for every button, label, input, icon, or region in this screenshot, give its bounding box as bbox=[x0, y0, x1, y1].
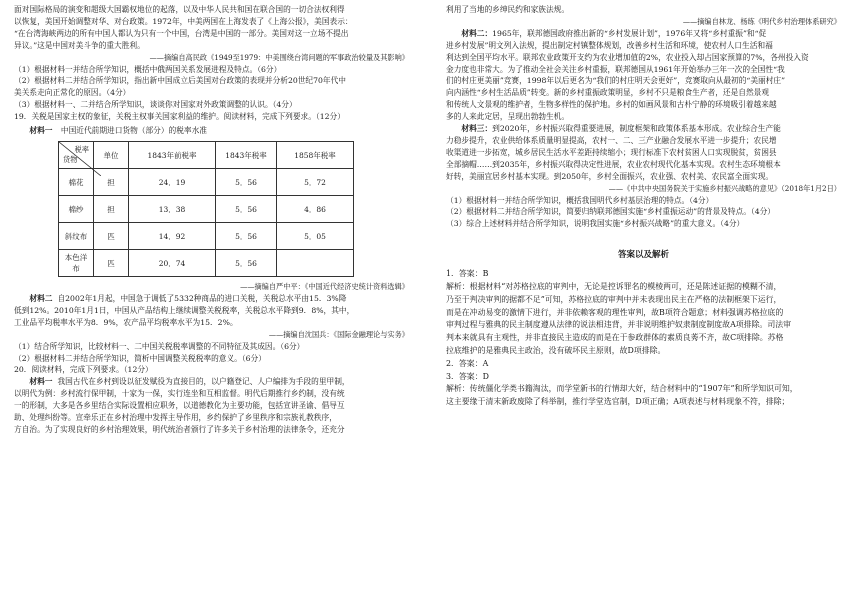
material-2 bbox=[446, 28, 841, 123]
answer-line: 1．答案：B bbox=[446, 269, 489, 279]
sub-question: （1）结合所学知识，比较材料一、二中国关税税率调整的不同特征及其成因。（6分） bbox=[14, 341, 305, 351]
corner-top-label: 税率 bbox=[74, 145, 89, 155]
source-citation: ——摘编自高民政《1949至1979：中美围绕台湾问题的军事政治较量及其影响》 bbox=[149, 52, 409, 62]
text-line bbox=[446, 123, 841, 135]
text-line: 异议。”这是中国对美斗争的重大胜利。 bbox=[14, 40, 145, 50]
answer-line: 这主要缘于清末新政废除了科举制，推行学堂选官制，D项正确；A项表述与材料现象不符，排除； bbox=[446, 397, 790, 407]
sub-question: （2）根据材料二并结合所学知识，简要归纳联邦德国实施“乡村重振运动”的背景及特点。（4分） bbox=[446, 207, 775, 217]
table-row bbox=[59, 196, 354, 223]
table-cell: 5．56 bbox=[216, 169, 277, 196]
material-title bbox=[14, 125, 409, 137]
answer-line: 而是在冲动易变的激情下进行，并非依赖客观的理性审判，故B项符合题意；材料强调苏格拉底的 bbox=[446, 307, 784, 317]
source-citation: ——摘编自沈国兵：《国际金融理论与实务》 bbox=[268, 329, 409, 339]
corner-bottom-label: 货物 bbox=[63, 155, 78, 165]
text-line bbox=[14, 376, 409, 388]
table-cell: 5．56 bbox=[216, 250, 277, 277]
table-cell: 本色洋布 bbox=[59, 250, 94, 277]
answer-line: 审判过程与雅典的民主制度遵从法律的说法相违背，并非说明维护奴隶制度制度故A项排除。司法审 bbox=[446, 320, 791, 330]
text-line: “在台湾海峡两边的所有中国人都认为只有一个中国，台湾是中国的一部分。美国对这一立场不提出 bbox=[14, 28, 349, 38]
question-18-subquestions bbox=[14, 64, 409, 112]
table-row bbox=[59, 223, 354, 250]
text-line: 多的人来此定居，呈现出勃勃生机。 bbox=[446, 112, 570, 122]
text-line: 好转，美丽宜居乡村基本实现。到2050年，乡村全面振兴，农业强、农村美、农民富全面实现。 bbox=[446, 171, 774, 181]
table-cell: 4．86 bbox=[277, 196, 354, 223]
sub-question: （1）根据材料一并结合所学知识，概括中俄两国关系发展进程及特点。（6分） bbox=[14, 64, 282, 74]
text-line: 一的形制，大多是各乡里结合实际设置相应职务，以道德教化为主要功能，包括宣讲圣谕、倡导互 bbox=[14, 401, 345, 411]
text-line: 工业品平均税率水平为8．9%，农产品平均税率水平为15．2%。 bbox=[14, 317, 238, 327]
question-20-header: 20．阅读材料，完成下列要求。（12分） bbox=[14, 365, 153, 375]
sub-question: （1）根据材料一并结合所学知识，概括我国明代乡村基层治理的特点。（4分） bbox=[446, 195, 714, 205]
answer-line: 3．答案：D bbox=[446, 371, 489, 381]
right-column bbox=[446, 0, 841, 607]
material-label: 材料一 bbox=[29, 126, 53, 136]
material-label: 材料二 bbox=[29, 293, 53, 303]
table-cell: 5．72 bbox=[277, 169, 354, 196]
answer-line: 解析：传统僵化学类书籍淘汰，而学堂新书的行情却大好，结合材料中的“1907年”和所学知识可知， bbox=[446, 384, 798, 394]
table-cell: 棉纱 bbox=[59, 196, 94, 223]
answer-line: 判本来就具有主观性，并非直接民主造成的而是在于参政群体的素质良莠不齐，故C项排除。苏格 bbox=[446, 333, 784, 343]
material-label: 材料三： bbox=[461, 124, 493, 134]
text-span: 自2002年1月起，中国急于调低了5332种商品的进口关税，关税总水平由15．3%降 bbox=[57, 293, 347, 303]
table-cell: 24．19 bbox=[129, 169, 216, 196]
table-cell: 20．74 bbox=[129, 250, 216, 277]
answer-line: 解析：根据材料“对苏格拉底的审判中，无论是控诉罪名的模棱两可，还是陈述证据的模糊不清， bbox=[446, 282, 782, 292]
sub-question: （3）根据材料一、二并结合所学知识，谈谈你对国家对外政策调整的认识。（4分） bbox=[14, 100, 297, 110]
text-span: 我国古代在乡村到设以征发赋役为直接目的，以户籍登记、人户编排为手段的里甲制， bbox=[57, 377, 350, 387]
answer-line: 乃至于判决审判的据都不足”可知，苏格拉底的审判中并未表现出民主在严格的法制框架下运行， bbox=[446, 294, 782, 304]
answer-line: 2．答案：A bbox=[446, 358, 489, 368]
sub-question: （2）根据材料二并结合所学知识，简析中国调整关税税率的意义。（6分） bbox=[14, 353, 266, 363]
text-line: 和传统人文景观的维护者，生物多样性的保护地。乡村的如画风景和古朴宁静的环境吸引着越来越 bbox=[446, 100, 777, 110]
table-cell: 5．05 bbox=[277, 223, 354, 250]
table-cell: 匹 bbox=[94, 250, 129, 277]
table-cell: 匹 bbox=[94, 223, 129, 250]
source-citation: ——摘编自严中平：《中国近代经济史统计资料选辑》 bbox=[240, 282, 409, 292]
table-cell: 5．56 bbox=[216, 196, 277, 223]
sub-question: （3）综合上述材料并结合所学知识，说明我国实施“乡村振兴战略”的重大意义。（4分） bbox=[446, 219, 745, 229]
text-line: 金力度也非常大。为了推动全社会关注乡村重振，联邦德国从1961年开始举办三年一次的全国性“我 bbox=[446, 64, 785, 74]
table-row bbox=[59, 169, 354, 196]
table-cell: 14．92 bbox=[129, 223, 216, 250]
table-header-cell: 单位 bbox=[94, 142, 129, 169]
table-header-cell: 1843年税率 bbox=[216, 142, 277, 169]
table-cell: 5．56 bbox=[216, 223, 277, 250]
answer-section bbox=[446, 268, 841, 409]
text-line: 收渠道进一步拓宽，城乡居民生活水平差距持续缩小；现行标准下农村贫困人口实现脱贫，贫困县 bbox=[446, 147, 777, 157]
table-cell: 棉花 bbox=[59, 169, 94, 196]
text-line: 进乡村发展”明文列入法规，提出制定村镇整体规划，改善乡村生活和环境，使农村人口生活和福 bbox=[446, 40, 773, 50]
text-span: 到2020年，乡村振兴取得重要进展，制度框架和政策体系基本形成。农业综合生产能 bbox=[492, 124, 781, 134]
text-line: 低到12%。2010年1月1日，中国从产品结构上继续调整关税税率，关税总水平降到9．8%，其中， bbox=[14, 305, 355, 315]
text-line bbox=[14, 293, 409, 305]
question-20-material-1 bbox=[14, 376, 409, 436]
table-header-cell: 1858年税率 bbox=[277, 142, 354, 169]
text-line: 全部摘帽……到2035年，乡村振兴取得决定性进展，农业农村现代化基本实现。农村生态环境根本 bbox=[446, 159, 781, 169]
text-line: 力稳步提升，农业供给体系质量明显提高，农村一、二、三产业融合发展水平进一步提升；农民增 bbox=[446, 135, 777, 145]
material-2-text bbox=[14, 293, 409, 341]
table-header-row bbox=[59, 142, 354, 169]
table-cell: 13．38 bbox=[129, 196, 216, 223]
tax-rate-table bbox=[58, 141, 354, 277]
material-label: 材料一 bbox=[29, 377, 53, 387]
left-column bbox=[14, 0, 409, 607]
text-line: 利用了当地的乡绅民约和家族法规。 bbox=[446, 5, 570, 14]
table-cell bbox=[277, 250, 354, 277]
material-caption: 中国近代前期进口货物（部分）的税率水准 bbox=[60, 126, 207, 136]
text-line: 面对国际格局的演变和超级大国霸权地位的起落，以及中华人民共和国在联合国的一切合法权利得 bbox=[14, 5, 345, 14]
table-header-cell: 1843年前税率 bbox=[129, 142, 216, 169]
table-row bbox=[59, 250, 354, 277]
text-line: 向内涵性“乡村生活品质”转变。新的乡村重振政策明显，乡村不只是粮食生产者，还是自然景观 bbox=[446, 88, 770, 98]
text-line bbox=[446, 28, 841, 40]
source-citation: ——《中共中央国务院关于实施乡村振兴战略的意见》（2018年1月2日） bbox=[608, 183, 841, 193]
answer-section-title: 答案以及解析 bbox=[617, 250, 669, 261]
table-cell: 担 bbox=[94, 169, 129, 196]
sub-question: （2）根据材料二并结合所学知识，指出新中国成立后美国对台政策的表现并分析20世纪70年代中 bbox=[14, 76, 346, 86]
text-line: 以恢复，美国开始调整对华、对台政策。1972年，中美两国在上海发表了《上海公报》，美国表示： bbox=[14, 16, 353, 26]
table-cell: 担 bbox=[94, 196, 129, 223]
table-cell: 斜纹布 bbox=[59, 223, 94, 250]
question-19-header: 19．关税是国家主权的象征，关税主权事关国家利益的维护。阅读材料，完成下列要求。（12分） bbox=[14, 112, 345, 122]
continuation-text bbox=[446, 4, 841, 28]
text-line: 利达到全国平均水平。联邦农业政策开支约为农业增加值的2%，农业投入却占国家预算的7%，各州投入资 bbox=[446, 52, 809, 62]
sub-question: 美关系走向正常化的原因。（4分） bbox=[14, 88, 131, 98]
source-citation: ——摘编自林龙、杨练《明代乡村治理体系研究》 bbox=[682, 16, 841, 26]
material-label: 材料二： bbox=[461, 28, 493, 38]
material-3 bbox=[446, 123, 841, 194]
text-line: 以明代为例：乡村流行保甲制，十家为一保，实行连坐和互相监督。明代后期推行乡约制，没有统 bbox=[14, 389, 345, 399]
intro-text bbox=[14, 4, 409, 64]
text-span: 1965年，联邦德国政府推出新的“乡村发展计划”，1976年又将“乡村重振”和“促 bbox=[492, 28, 767, 38]
text-line: 助、处理纠纷等。宣牵乐正在乡村治理中发挥主导作用，乡约保护了乡里秩序和宗族礼教秩序， bbox=[14, 413, 337, 423]
text-line: 方自治。为了实现良好的乡村治理效果，明代统治者颁行了许多关于乡村治理的法律条令，还充分 bbox=[14, 424, 345, 434]
text-line: 们的村庄更美丽”竞赛，1998年以后更名为“我们的村庄明天会更好”，竞赛取向从最初的“美丽村庄” bbox=[446, 76, 786, 86]
table-corner-cell bbox=[59, 142, 94, 169]
answer-line: 拉底维护的是雅典民主政治，没有破坏民主原则，故D项排除。 bbox=[446, 346, 666, 355]
